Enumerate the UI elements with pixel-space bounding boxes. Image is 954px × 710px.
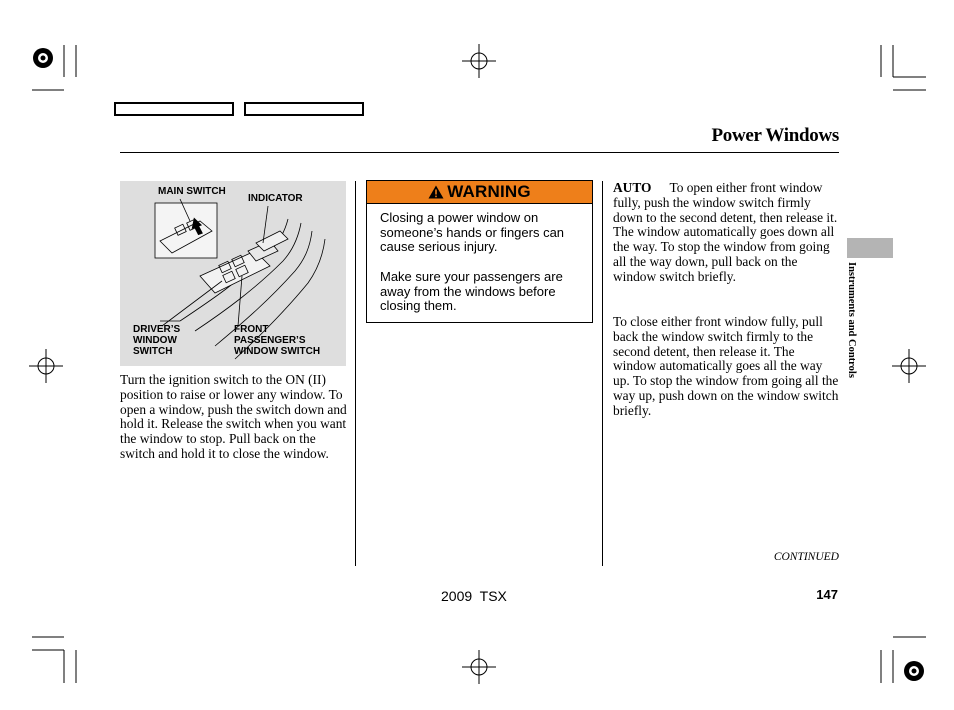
warning-header (367, 181, 592, 204)
auto-close-instructions: To close either front window fully, pull back the window switch firmly to the second detent, then release it. The window automatically goes all the way up. To stop the window from going all the way up, push down on the window switch briefly. (613, 314, 839, 418)
page-number: 147 (816, 587, 838, 602)
section-tab-label: Instruments and Controls (846, 262, 857, 378)
warning-text-passengers: Make sure your passengers are away from the windows before closing them. (380, 269, 563, 314)
passenger-window-switch-label: FRONT PASSENGER’S WINDOW SWITCH (234, 324, 321, 357)
page-title: Power Windows (711, 125, 839, 146)
column-divider-right (602, 181, 603, 566)
indicator-label: INDICATOR (248, 193, 303, 204)
header-rule (120, 152, 839, 153)
warning-text-injury: Closing a power window on someone’s hands or fingers can cause serious injury. (380, 210, 565, 255)
auto-open-text: To open either front window fully, push the window switch firmly down to the second detent, then release it. The window automatically goes down all the way. To stop the window from going all the way down, pull back on the window switch briefly. (613, 180, 838, 284)
main-switch-label: MAIN SWITCH (158, 186, 226, 197)
continued-note: CONTINUED (773, 551, 839, 563)
vehicle-model: 2009 TSX (441, 588, 507, 604)
warning-title: WARNING (447, 182, 531, 201)
window-switch-figure (120, 181, 346, 366)
column-divider-left (355, 181, 356, 566)
section-tab-marker (847, 238, 893, 258)
auto-open-instructions (613, 181, 841, 285)
driver-window-switch-label: DRIVER’S WINDOW SWITCH (133, 324, 181, 357)
header-tab-box-right (244, 102, 364, 116)
header-tab-box-left (114, 102, 234, 116)
auto-label: AUTO (613, 180, 652, 195)
warning-triangle-icon (428, 185, 444, 199)
ignition-instructions: Turn the ignition switch to the ON (II) position to raise or lower any window. To open a window, push the switch down and hold it. Release the switch when you want the window to stop. Pull back on the switch and hold it to close the window. (120, 372, 347, 461)
warning-box (366, 180, 593, 323)
